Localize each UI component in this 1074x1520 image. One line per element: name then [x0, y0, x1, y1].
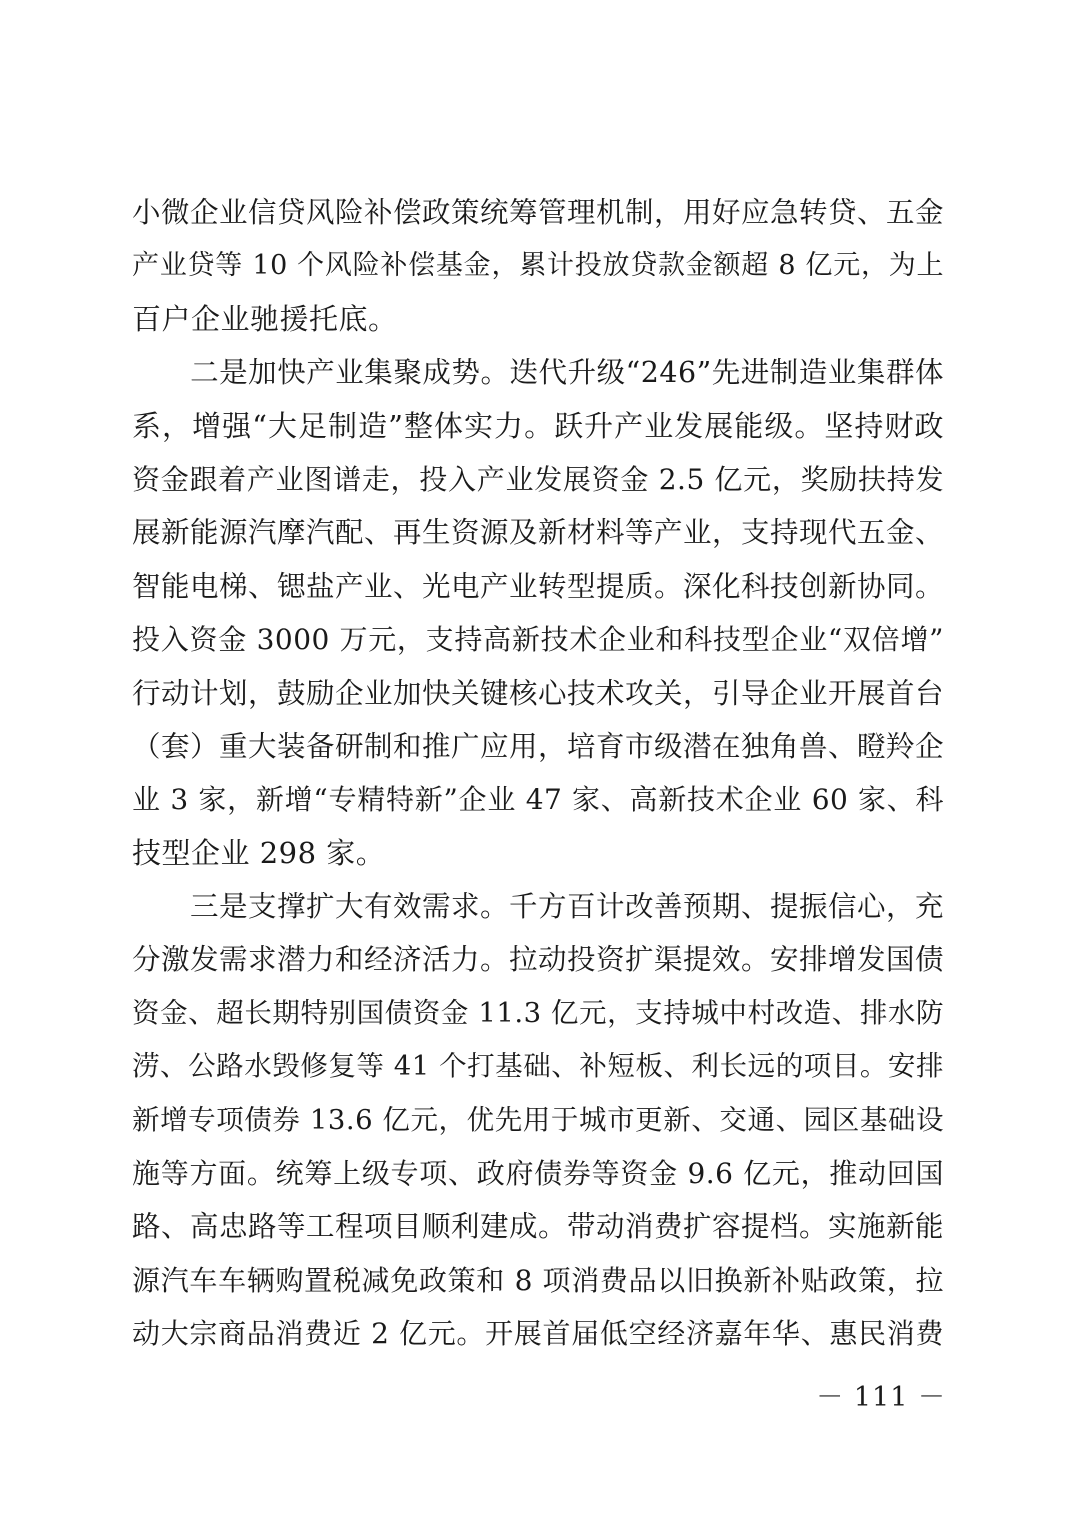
text-line: 新增专项债券 13.6 亿元，优先用于城市更新、交通、园区基础设: [132, 1103, 944, 1136]
text-line: 资金、超长期特别国债资金 11.3 亿元，支持城中村改造、排水防: [132, 996, 944, 1029]
text-line: 技型企业 298 家。: [132, 835, 386, 870]
text-line: 动大宗商品消费近 2 亿元。开展首届低空经济嘉年华、惠民消费: [132, 1317, 944, 1351]
text-line: 二是加快产业集聚成势。迭代升级“246”先进制造业集群体: [132, 356, 944, 390]
text-line: （套）重大装备研制和推广应用，培育市级潜在独角兽、瞪羚企: [132, 729, 945, 763]
text-line: 源汽车车辆购置税减免政策和 8 项消费品以旧换新补贴政策，拉: [132, 1263, 944, 1297]
text-line: 系，增强“大足制造”整体实力。跃升产业发展能级。坚持财政: [132, 408, 944, 443]
text-line: 路、高忠路等工程项目顺利建成。带动消费扩容提档。实施新能: [132, 1210, 945, 1244]
body-text: [132, 186, 944, 1361]
page-number: － 111 －: [816, 1382, 946, 1413]
text-line: 施等方面。统筹上级专项、政府债券等资金 9.6 亿元，推动回国: [132, 1157, 944, 1191]
text-line: 智能电梯、锶盐产业、光电产业转型提质。深化科技创新协同。: [132, 569, 945, 603]
text-line: 资金跟着产业图谱走，投入产业发展资金 2.5 亿元，奖励扶持发: [132, 462, 944, 496]
text-line: 产业贷等 10 个风险补偿基金，累计投放贷款金额超 8 亿元，为上: [132, 250, 944, 282]
text-line: 涝、公路水毁修复等 41 个打基础、补短板、利长远的项目。安排: [132, 1050, 944, 1083]
text-line: 业 3 家，新增“专精特新”企业 47 家、高新技术企业 60 家、科: [132, 783, 944, 817]
text-line: 小微企业信贷风险补偿政策统筹管理机制，用好应急转贷、五金: [132, 196, 945, 229]
text-line: 三是支撑扩大有效需求。千方百计改善预期、提振信心，充: [132, 890, 945, 924]
text-line: 投入资金 3000 万元，支持高新技术企业和科技型企业“双倍增”: [132, 623, 944, 657]
text-line: 分激发需求潜力和经济活力。拉动投资扩渠提效。安排增发国债: [132, 943, 945, 977]
text-line: 百户企业驰援托底。: [132, 301, 398, 336]
text-line: 行动计划，鼓励企业加快关键核心技术攻关，引导企业开展首台: [132, 676, 945, 710]
text-line: 展新能源汽摩汽配、再生资源及新材料等产业，支持现代五金、: [132, 516, 945, 550]
